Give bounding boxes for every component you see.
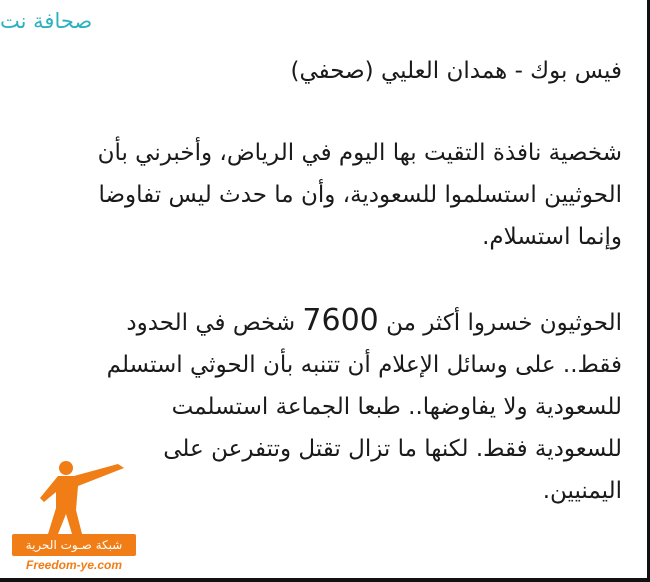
paragraph-2-line: للسعودية ولا يفاوضها.. طبعا الجماعة استسلمت <box>171 394 622 420</box>
watermark-url: Freedom-ye.com <box>25 558 123 572</box>
paragraph-1-line: شخصية نافذة التقيت بها اليوم في الرياض، وأخبرني بأن <box>97 140 622 166</box>
paragraph-2-line1-start: الحوثيون خسروا أكثر من <box>378 310 622 336</box>
paragraph-2-line: فقط.. على وسائل الإعلام أن تتنبه بأن الحوثي استسلم <box>106 352 622 378</box>
casualty-number: 7600 <box>302 303 379 338</box>
post-paragraph-1 <box>17 132 622 258</box>
paragraph-2-line: اليمنيين. <box>542 478 622 504</box>
bottom-edge-bar <box>0 578 650 582</box>
watermark-logo <box>10 458 138 576</box>
site-header-title: صحافة نت <box>0 9 93 33</box>
paragraph-2-line: للسعودية فقط. لكنها ما تزال تقتل وتتفرعن على <box>163 436 622 462</box>
post-author-line <box>17 50 622 92</box>
paragraph-2-line <box>17 300 622 344</box>
paragraph-1-line: وإنما استسلام. <box>482 224 622 250</box>
paragraph-1-line: الحوثيين استسلموا للسعودية، وأن ما حدث ليس تفاوضا <box>98 182 622 208</box>
watermark-name: شبكة صـوت الحرية <box>12 534 136 556</box>
raised-arm-figure-icon <box>40 458 126 536</box>
author-line-text: فيس بوك - همدان العليي (صحفي) <box>290 58 622 84</box>
paragraph-2-line1-end: شخص في الحدود <box>126 310 303 336</box>
